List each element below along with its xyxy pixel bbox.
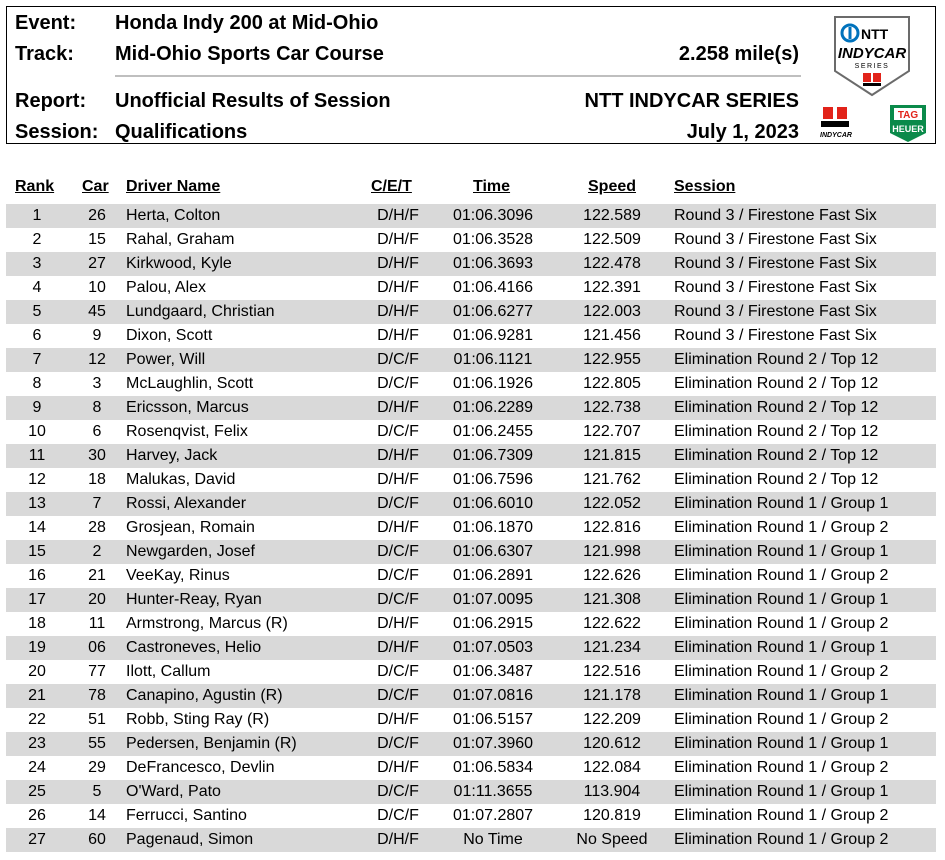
track-label: Track: bbox=[15, 43, 74, 65]
report-value: Unofficial Results of Session bbox=[115, 90, 391, 112]
speed-cell: 121.815 bbox=[583, 447, 641, 464]
lap-time-cell: No Time bbox=[463, 831, 523, 848]
driver-name-cell: Canapino, Agustin (R) bbox=[126, 687, 283, 704]
driver-name-cell: DeFrancesco, Devlin bbox=[126, 759, 275, 776]
cet-cell: D/C/F bbox=[377, 687, 419, 704]
driver-name-cell: Pedersen, Benjamin (R) bbox=[126, 735, 297, 752]
rank-cell: 25 bbox=[28, 783, 46, 800]
session-cell: Round 3 / Firestone Fast Six bbox=[674, 327, 877, 344]
lap-time-cell: 01:06.5834 bbox=[452, 759, 534, 776]
car-number-cell: 27 bbox=[88, 255, 106, 272]
session-value: Qualifications bbox=[115, 121, 248, 143]
table-row bbox=[6, 468, 936, 492]
lap-time-cell: 01:06.5157 bbox=[452, 711, 534, 728]
driver-name-cell: Harvey, Jack bbox=[126, 447, 218, 464]
driver-name-cell: O'Ward, Pato bbox=[126, 783, 221, 800]
lap-time-cell: 01:06.1121 bbox=[453, 351, 533, 368]
session-cell: Elimination Round 1 / Group 2 bbox=[674, 807, 889, 824]
col-header-session: Session bbox=[674, 178, 736, 195]
cet-cell: D/H/F bbox=[377, 615, 419, 632]
driver-name-cell: Castroneves, Helio bbox=[126, 639, 262, 656]
speed-cell: 113.904 bbox=[583, 783, 641, 800]
ntt-indycar-series-logo bbox=[827, 13, 917, 99]
lap-time-cell: 01:06.3487 bbox=[452, 663, 534, 680]
speed-cell: 122.516 bbox=[583, 663, 641, 680]
driver-name-cell: VeeKay, Rinus bbox=[126, 567, 230, 584]
speed-cell: 121.456 bbox=[583, 327, 641, 344]
car-number-cell: 30 bbox=[88, 447, 106, 464]
driver-name-cell: Herta, Colton bbox=[126, 207, 221, 224]
table-row bbox=[6, 300, 936, 324]
cet-cell: D/C/F bbox=[377, 351, 419, 368]
rank-cell: 20 bbox=[28, 663, 46, 680]
driver-name-cell: Power, Will bbox=[126, 351, 206, 368]
session-cell: Elimination Round 2 / Top 12 bbox=[674, 447, 879, 464]
car-number-cell: 10 bbox=[88, 279, 106, 296]
car-number-cell: 51 bbox=[88, 711, 106, 728]
col-header-car: Car bbox=[82, 178, 109, 195]
car-number-cell: 15 bbox=[88, 231, 106, 248]
cet-cell: D/H/F bbox=[377, 399, 419, 416]
report-date: July 1, 2023 bbox=[686, 121, 799, 143]
track-length: 2.258 mile(s) bbox=[678, 43, 799, 65]
header-divider bbox=[115, 75, 801, 77]
speed-cell: 122.052 bbox=[583, 495, 641, 512]
table-row bbox=[6, 204, 936, 228]
table-row bbox=[6, 228, 936, 252]
driver-name-cell: Robb, Sting Ray (R) bbox=[126, 711, 270, 728]
col-header-rank: Rank bbox=[15, 178, 55, 195]
lap-time-cell: 01:06.4166 bbox=[452, 279, 534, 296]
car-number-cell: 20 bbox=[88, 591, 106, 608]
rank-cell: 15 bbox=[28, 543, 46, 560]
driver-name-cell: Rahal, Graham bbox=[126, 231, 235, 248]
table-row bbox=[6, 612, 936, 636]
car-number-cell: 5 bbox=[92, 783, 102, 800]
rank-cell: 9 bbox=[32, 399, 42, 416]
session-cell: Elimination Round 2 / Top 12 bbox=[674, 375, 879, 392]
rank-cell: 12 bbox=[28, 471, 46, 488]
driver-name-cell: Palou, Alex bbox=[126, 279, 207, 296]
lap-time-cell: 01:06.7596 bbox=[452, 471, 534, 488]
rank-cell: 1 bbox=[32, 207, 42, 224]
cet-cell: D/C/F bbox=[377, 735, 419, 752]
driver-name-cell: Malukas, David bbox=[126, 471, 236, 488]
speed-cell: 122.738 bbox=[583, 399, 641, 416]
session-cell: Round 3 / Firestone Fast Six bbox=[674, 303, 877, 320]
rank-cell: 5 bbox=[32, 303, 42, 320]
driver-name-cell: Dixon, Scott bbox=[126, 327, 213, 344]
speed-cell: 122.707 bbox=[583, 423, 641, 440]
speed-cell: 121.308 bbox=[583, 591, 641, 608]
lap-time-cell: 01:06.3528 bbox=[452, 231, 534, 248]
lap-time-cell: 01:06.2289 bbox=[452, 399, 534, 416]
car-number-cell: 12 bbox=[88, 351, 106, 368]
car-number-cell: 8 bbox=[92, 399, 102, 416]
session-cell: Elimination Round 1 / Group 2 bbox=[674, 519, 889, 536]
cet-cell: D/H/F bbox=[377, 447, 419, 464]
rank-cell: 14 bbox=[28, 519, 46, 536]
car-number-cell: 60 bbox=[88, 831, 106, 848]
driver-name-cell: Rossi, Alexander bbox=[126, 495, 247, 512]
rank-cell: 21 bbox=[28, 687, 46, 704]
speed-cell: 122.209 bbox=[583, 711, 641, 728]
table-row bbox=[6, 396, 936, 420]
speed-cell: 122.589 bbox=[583, 207, 641, 224]
speed-cell: 122.955 bbox=[583, 351, 641, 368]
car-number-cell: 11 bbox=[88, 615, 106, 632]
session-cell: Elimination Round 2 / Top 12 bbox=[674, 351, 879, 368]
session-cell: Elimination Round 2 / Top 12 bbox=[674, 471, 879, 488]
driver-name-cell: McLaughlin, Scott bbox=[126, 375, 254, 392]
table-row bbox=[6, 684, 936, 708]
cet-cell: D/H/F bbox=[377, 639, 419, 656]
table-row bbox=[6, 804, 936, 828]
session-cell: Elimination Round 1 / Group 2 bbox=[674, 615, 889, 632]
table-row bbox=[6, 732, 936, 756]
table-row bbox=[6, 564, 936, 588]
cet-cell: D/H/F bbox=[377, 327, 419, 344]
lap-time-cell: 01:06.9281 bbox=[452, 327, 534, 344]
lap-time-cell: 01:06.7309 bbox=[452, 447, 534, 464]
series-name: NTT INDYCAR SERIES bbox=[584, 90, 799, 112]
table-row bbox=[6, 756, 936, 780]
cet-cell: D/C/F bbox=[377, 807, 419, 824]
table-row bbox=[6, 828, 936, 852]
session-cell: Elimination Round 1 / Group 2 bbox=[674, 711, 889, 728]
speed-cell: 122.084 bbox=[583, 759, 641, 776]
ntt-logo-text: NTT bbox=[861, 26, 889, 42]
cet-cell: D/C/F bbox=[377, 783, 419, 800]
table-row bbox=[6, 636, 936, 660]
lap-time-cell: 01:07.3960 bbox=[452, 735, 534, 752]
session-cell: Elimination Round 1 / Group 1 bbox=[674, 495, 889, 512]
col-header-speed: Speed bbox=[588, 178, 637, 195]
cet-cell: D/C/F bbox=[377, 495, 419, 512]
tag-heuer-logo bbox=[887, 103, 929, 143]
cet-cell: D/H/F bbox=[377, 759, 419, 776]
cet-cell: D/C/F bbox=[377, 543, 419, 560]
car-number-cell: 45 bbox=[88, 303, 106, 320]
table-row bbox=[6, 516, 936, 540]
col-header-time: Time bbox=[473, 178, 511, 195]
cet-cell: D/C/F bbox=[377, 663, 419, 680]
rank-cell: 4 bbox=[32, 279, 42, 296]
cet-cell: D/H/F bbox=[377, 711, 419, 728]
lap-time-cell: 01:06.2915 bbox=[452, 615, 534, 632]
lap-time-cell: 01:06.6277 bbox=[452, 303, 534, 320]
indycar-small-logo-text: INDYCAR bbox=[820, 132, 852, 139]
driver-name-cell: Pagenaud, Simon bbox=[126, 831, 254, 848]
rank-cell: 8 bbox=[32, 375, 42, 392]
driver-name-cell: Lundgaard, Christian bbox=[126, 303, 275, 320]
rank-cell: 26 bbox=[28, 807, 46, 824]
lap-time-cell: 01:07.2807 bbox=[452, 807, 534, 824]
lap-time-cell: 01:06.3096 bbox=[452, 207, 534, 224]
car-number-cell: 3 bbox=[92, 375, 102, 392]
rank-cell: 11 bbox=[28, 447, 46, 464]
cet-cell: D/H/F bbox=[377, 471, 419, 488]
driver-name-cell: Newgarden, Josef bbox=[126, 543, 255, 560]
session-cell: Elimination Round 1 / Group 2 bbox=[674, 663, 889, 680]
driver-name-cell: Kirkwood, Kyle bbox=[126, 255, 232, 272]
event-label: Event: bbox=[15, 12, 77, 34]
car-number-cell: 29 bbox=[88, 759, 106, 776]
driver-name-cell: Armstrong, Marcus (R) bbox=[126, 615, 288, 632]
table-row bbox=[6, 780, 936, 804]
series-logo-text: SERIES bbox=[854, 63, 890, 70]
cet-cell: D/H/F bbox=[377, 279, 419, 296]
speed-cell: 122.509 bbox=[583, 231, 641, 248]
session-cell: Elimination Round 2 / Top 12 bbox=[674, 423, 879, 440]
rank-cell: 16 bbox=[28, 567, 46, 584]
car-number-cell: 26 bbox=[88, 207, 106, 224]
car-number-cell: 14 bbox=[88, 807, 106, 824]
rank-cell: 13 bbox=[28, 495, 46, 512]
speed-cell: 122.003 bbox=[583, 303, 641, 320]
speed-cell: 121.762 bbox=[583, 471, 641, 488]
rank-cell: 6 bbox=[32, 327, 42, 344]
cet-cell: D/C/F bbox=[377, 375, 419, 392]
car-number-cell: 21 bbox=[88, 567, 106, 584]
speed-cell: 120.612 bbox=[583, 735, 641, 752]
table-row bbox=[6, 372, 936, 396]
car-number-cell: 6 bbox=[92, 423, 102, 440]
session-cell: Elimination Round 1 / Group 2 bbox=[674, 759, 889, 776]
driver-name-cell: Grosjean, Romain bbox=[126, 519, 255, 536]
table-row bbox=[6, 540, 936, 564]
table-row bbox=[6, 420, 936, 444]
lap-time-cell: 01:07.0503 bbox=[452, 639, 534, 656]
rank-cell: 22 bbox=[28, 711, 46, 728]
session-cell: Round 3 / Firestone Fast Six bbox=[674, 231, 877, 248]
speed-cell: 121.998 bbox=[583, 543, 641, 560]
session-cell: Round 3 / Firestone Fast Six bbox=[674, 207, 877, 224]
session-cell: Elimination Round 1 / Group 1 bbox=[674, 639, 889, 656]
rank-cell: 2 bbox=[32, 231, 42, 248]
table-row bbox=[6, 444, 936, 468]
session-cell: Elimination Round 1 / Group 2 bbox=[674, 567, 889, 584]
event-value: Honda Indy 200 at Mid-Ohio bbox=[115, 12, 379, 34]
driver-name-cell: Hunter-Reay, Ryan bbox=[126, 591, 262, 608]
speed-cell: 122.622 bbox=[583, 615, 641, 632]
rank-cell: 10 bbox=[28, 423, 46, 440]
lap-time-cell: 01:06.2891 bbox=[452, 567, 534, 584]
cet-cell: D/H/F bbox=[377, 303, 419, 320]
car-number-cell: 9 bbox=[92, 327, 102, 344]
report-label: Report: bbox=[15, 90, 87, 112]
report-header bbox=[6, 6, 936, 144]
cet-cell: D/C/F bbox=[377, 423, 419, 440]
cet-cell: D/H/F bbox=[377, 231, 419, 248]
table-row bbox=[6, 252, 936, 276]
tag-logo-text: TAG bbox=[897, 110, 919, 121]
rank-cell: 18 bbox=[28, 615, 46, 632]
cet-cell: D/H/F bbox=[377, 255, 419, 272]
rank-cell: 27 bbox=[28, 831, 46, 848]
results-table bbox=[6, 204, 936, 852]
lap-time-cell: 01:06.1870 bbox=[452, 519, 534, 536]
table-row bbox=[6, 588, 936, 612]
speed-cell: 122.478 bbox=[583, 255, 641, 272]
indycar-logo-text: INDYCAR bbox=[837, 45, 907, 62]
driver-name-cell: Ferrucci, Santino bbox=[126, 807, 247, 824]
table-row bbox=[6, 324, 936, 348]
table-row bbox=[6, 348, 936, 372]
speed-cell: 121.234 bbox=[583, 639, 641, 656]
rank-cell: 17 bbox=[28, 591, 46, 608]
session-cell: Elimination Round 1 / Group 1 bbox=[674, 591, 889, 608]
session-cell: Elimination Round 2 / Top 12 bbox=[674, 399, 879, 416]
heuer-logo-text: HEUER bbox=[892, 124, 924, 134]
cet-cell: D/C/F bbox=[377, 567, 419, 584]
rank-cell: 3 bbox=[32, 255, 42, 272]
session-cell: Round 3 / Firestone Fast Six bbox=[674, 255, 877, 272]
lap-time-cell: 01:07.0816 bbox=[452, 687, 534, 704]
cet-cell: D/C/F bbox=[377, 591, 419, 608]
table-row bbox=[6, 660, 936, 684]
cet-cell: D/H/F bbox=[377, 519, 419, 536]
indycar-logo bbox=[813, 105, 859, 139]
driver-name-cell: Rosenqvist, Felix bbox=[126, 423, 248, 440]
session-cell: Elimination Round 1 / Group 1 bbox=[674, 735, 889, 752]
lap-time-cell: 01:07.0095 bbox=[452, 591, 534, 608]
driver-name-cell: Ilott, Callum bbox=[126, 663, 211, 680]
car-number-cell: 18 bbox=[88, 471, 106, 488]
speed-cell: 122.816 bbox=[583, 519, 641, 536]
speed-cell: No Speed bbox=[576, 831, 648, 848]
speed-cell: 120.819 bbox=[583, 807, 641, 824]
rank-cell: 19 bbox=[28, 639, 46, 656]
session-cell: Elimination Round 1 / Group 1 bbox=[674, 783, 889, 800]
car-number-cell: 2 bbox=[92, 543, 102, 560]
lap-time-cell: 01:11.3655 bbox=[453, 783, 533, 800]
car-number-cell: 06 bbox=[88, 639, 106, 656]
speed-cell: 121.178 bbox=[583, 687, 641, 704]
car-number-cell: 7 bbox=[92, 495, 102, 512]
lap-time-cell: 01:06.6010 bbox=[452, 495, 534, 512]
cet-cell: D/H/F bbox=[377, 831, 419, 848]
driver-name-cell: Ericsson, Marcus bbox=[126, 399, 249, 416]
speed-cell: 122.626 bbox=[583, 567, 641, 584]
car-number-cell: 77 bbox=[88, 663, 106, 680]
track-value: Mid-Ohio Sports Car Course bbox=[115, 43, 384, 65]
rank-cell: 23 bbox=[28, 735, 46, 752]
lap-time-cell: 01:06.2455 bbox=[452, 423, 534, 440]
table-row bbox=[6, 492, 936, 516]
car-number-cell: 78 bbox=[88, 687, 106, 704]
lap-time-cell: 01:06.6307 bbox=[452, 543, 534, 560]
rank-cell: 7 bbox=[32, 351, 42, 368]
col-header-driver: Driver Name bbox=[126, 178, 221, 195]
car-number-cell: 55 bbox=[88, 735, 106, 752]
table-row bbox=[6, 708, 936, 732]
speed-cell: 122.805 bbox=[583, 375, 641, 392]
speed-cell: 122.391 bbox=[583, 279, 641, 296]
session-cell: Elimination Round 1 / Group 1 bbox=[674, 687, 889, 704]
session-cell: Round 3 / Firestone Fast Six bbox=[674, 279, 877, 296]
session-label: Session: bbox=[15, 121, 99, 143]
table-row bbox=[6, 276, 936, 300]
col-header-cet: C/E/T bbox=[371, 178, 412, 195]
cet-cell: D/H/F bbox=[377, 207, 419, 224]
session-cell: Elimination Round 1 / Group 1 bbox=[674, 543, 889, 560]
car-number-cell: 28 bbox=[88, 519, 106, 536]
session-cell: Elimination Round 1 / Group 2 bbox=[674, 831, 889, 848]
rank-cell: 24 bbox=[28, 759, 46, 776]
lap-time-cell: 01:06.3693 bbox=[452, 255, 534, 272]
lap-time-cell: 01:06.1926 bbox=[452, 375, 534, 392]
